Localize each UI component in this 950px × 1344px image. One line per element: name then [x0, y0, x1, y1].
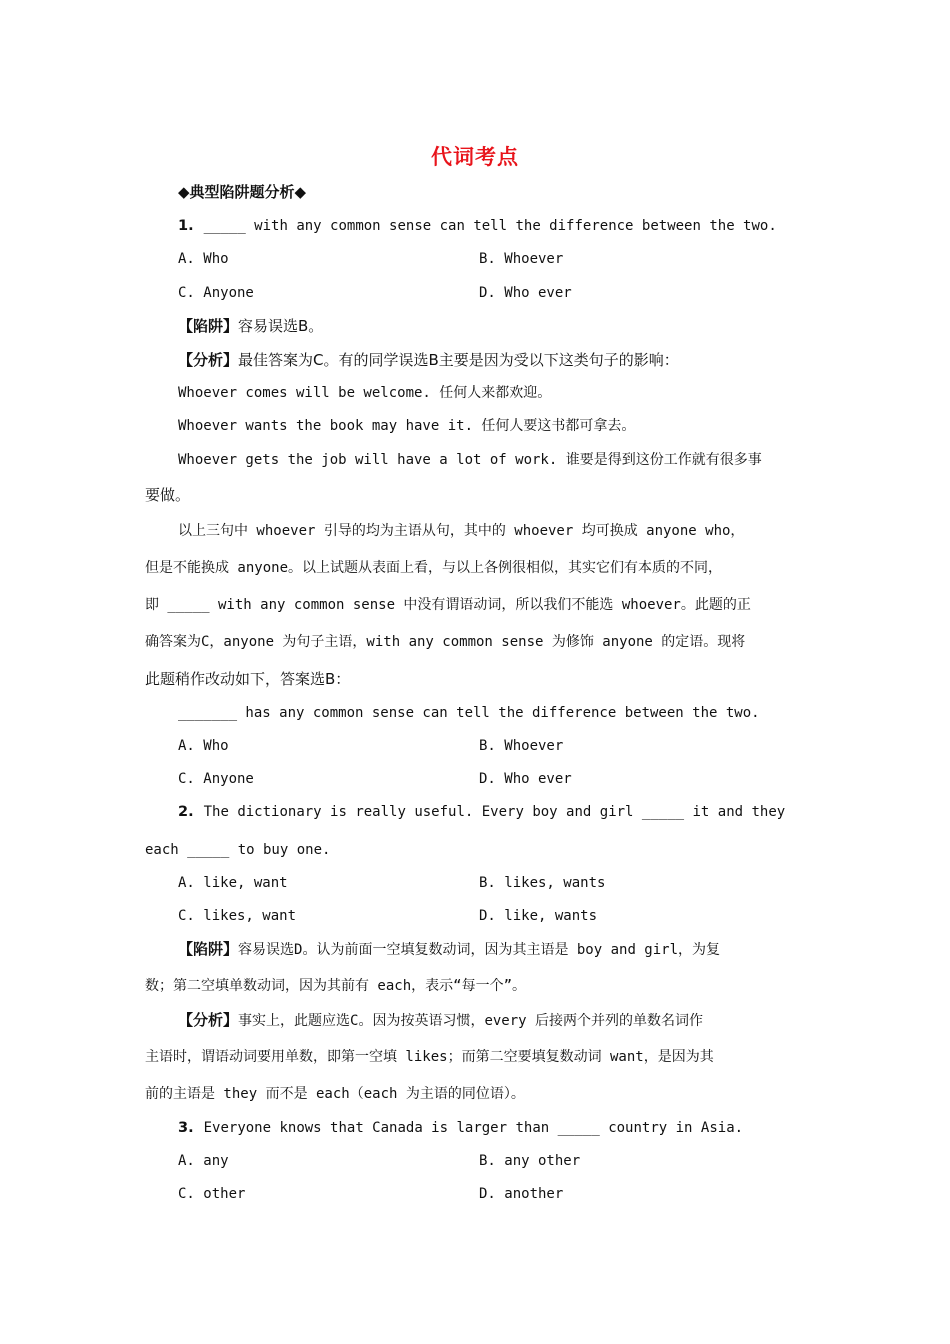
q1-explain-5: 此题稍作改动如下，答案选B：: [145, 670, 351, 688]
q1-variant-option-a: A. Who: [178, 738, 229, 754]
q1-option-a: A. Who: [178, 251, 229, 267]
q1-trap: [178, 316, 323, 336]
q2-trap-text-b: 数；第二空填单数动词，因为其前有 each，表示“每一个”。: [145, 978, 526, 994]
q1-analysis-tag: 【分析】: [178, 351, 239, 369]
q3-number: 3.: [178, 1120, 194, 1136]
q1-option-b: B. Whoever: [479, 251, 564, 267]
q1-variant-option-c: C. Anyone: [178, 771, 254, 787]
q1-analysis-text: 最佳答案为C。有的同学误选B主要是因为受以下这类句子的影响：: [238, 351, 679, 369]
q1-analysis: [178, 350, 679, 370]
q1-example-1: Whoever comes will be welcome. 任何人来都欢迎。: [178, 385, 552, 401]
q2-stem-a: The dictionary is really useful. Every boy and girl _____ it and they: [203, 804, 786, 820]
q1-explain-1: 以上三句中 whoever 引导的均为主语从句，其中的 whoever 均可换成 anyone who，: [178, 523, 745, 539]
q2-analysis: [178, 1010, 703, 1031]
q1-variant-option-d: D. Who ever: [479, 771, 572, 787]
q1-stem-line: [178, 216, 777, 236]
q1-example-2: Whoever wants the book may have it. 任何人要这书都可拿去。: [178, 418, 636, 434]
q1-trap-text: 容易误选B。: [238, 317, 324, 335]
q2-option-b: B. likes, wants: [479, 875, 606, 891]
section-heading: ◆典型陷阱题分析◆: [178, 183, 307, 201]
q1-example-3b: 要做。: [145, 486, 191, 504]
q1-option-d: D. Who ever: [479, 285, 572, 301]
q2-trap: [178, 939, 720, 960]
q2-stem-line: [178, 802, 785, 822]
q3-option-a: A. any: [178, 1153, 229, 1169]
q1-trap-tag: 【陷阱】: [178, 317, 239, 335]
q1-variant-option-b: B. Whoever: [479, 738, 564, 754]
q1-example-3a: Whoever gets the job will have a lot of work. 谁要是得到这份工作就有很多事: [178, 452, 762, 468]
q1-variant-stem: _______ has any common sense can tell the difference between the two.: [178, 705, 760, 721]
q3-option-c: C. other: [178, 1186, 246, 1202]
q2-number: 2.: [178, 804, 194, 820]
q2-analysis-tag: 【分析】: [178, 1011, 239, 1029]
q2-option-a: A. like, want: [178, 875, 288, 891]
q1-number: 1.: [178, 218, 194, 234]
q3-stem-line: [178, 1118, 743, 1138]
q1-explain-2: 但是不能换成 anyone。以上试题从表面上看，与以上各例很相似，其实它们有本质的不同，: [145, 560, 722, 576]
q2-stem-b: each _____ to buy one.: [145, 842, 331, 858]
q2-trap-text-a: 容易误选D。认为前面一空填复数动词，因为其主语是 boy and girl，为复: [238, 942, 721, 958]
q2-analysis-text-a: 事实上，此题应选C。因为按英语习惯，every 后接两个并列的单数名词作: [238, 1013, 704, 1029]
q3-option-b: B. any other: [479, 1153, 581, 1169]
q1-stem: _____ with any common sense can tell the difference between the two.: [203, 218, 777, 234]
q1-explain-3: 即 _____ with any common sense 中没有谓语动词，所以我们不能选 whoever。此题的正: [145, 597, 751, 613]
q1-explain-4: 确答案为C，anyone 为句子主语，with any common sense 为修饰 anyone 的定语。现将: [145, 634, 746, 650]
q2-analysis-text-c: 前的主语是 they 而不是 each（each 为主语的同位语）。: [145, 1086, 525, 1102]
q3-stem: Everyone knows that Canada is larger than _____ country in Asia.: [203, 1120, 744, 1136]
q2-option-d: D. like, wants: [479, 908, 598, 924]
q3-option-d: D. another: [479, 1186, 564, 1202]
page-title: 代词考点: [431, 145, 519, 169]
q2-trap-tag: 【陷阱】: [178, 940, 239, 958]
q1-option-c: C. Anyone: [178, 285, 254, 301]
q2-option-c: C. likes, want: [178, 908, 297, 924]
q2-analysis-text-b: 主语时，谓语动词要用单数，即第一空填 likes；而第二空要填复数动词 want，是因为其: [145, 1049, 714, 1065]
